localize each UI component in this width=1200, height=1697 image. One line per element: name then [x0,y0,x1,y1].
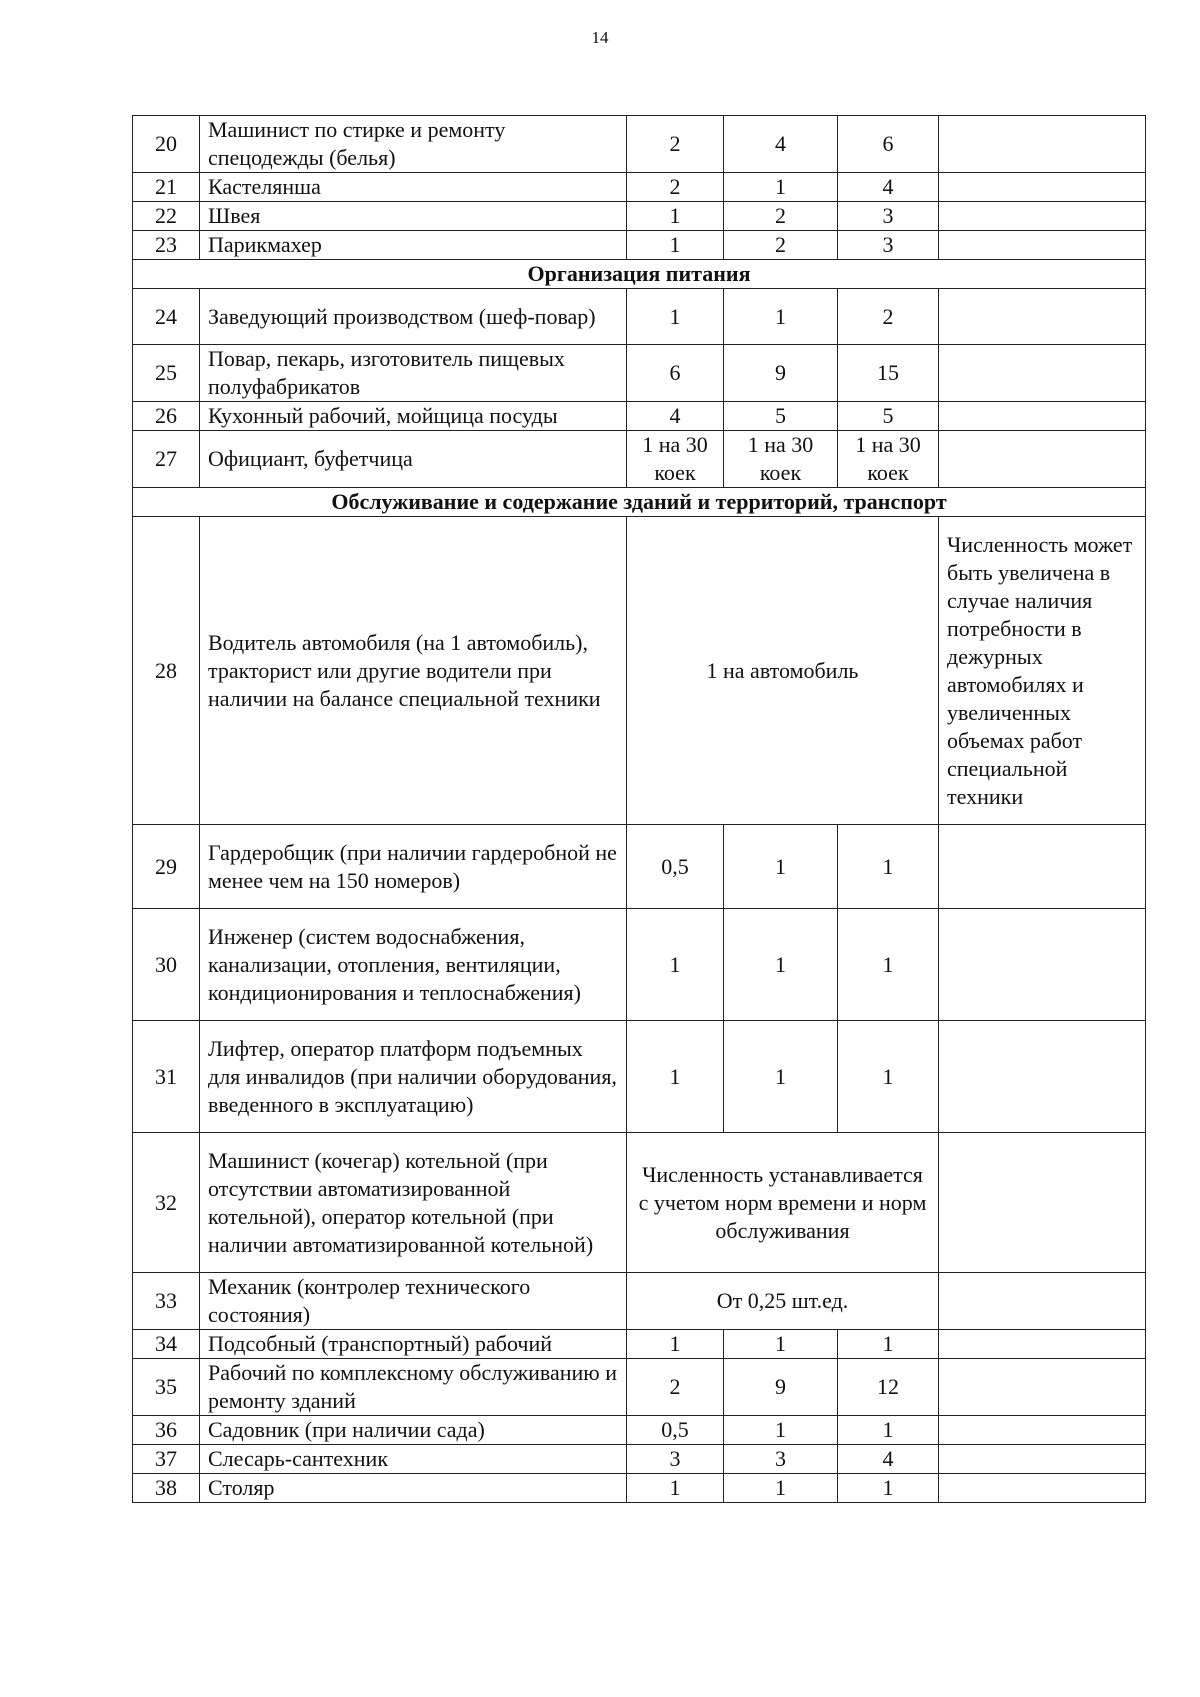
position-name: Повар, пекарь, изготовитель пищевых полуфабрикатов [200,345,627,402]
value-col-3: 1 [838,825,939,909]
value-col-1: 0,5 [627,825,724,909]
value-col-2: 1 на 30 коек [724,431,838,488]
table-row [133,909,1146,1021]
value-col-3: 6 [838,116,939,173]
value-col-2: 1 [724,909,838,1021]
value-col-1: 1 на 30 коек [627,431,724,488]
note-cell [939,116,1146,173]
position-name: Швея [200,202,627,231]
merged-value: От 0,25 шт.ед. [627,1273,939,1330]
note-cell [939,289,1146,345]
position-name: Механик (контролер технического состояния) [200,1273,627,1330]
row-number: 21 [133,173,200,202]
row-number: 27 [133,431,200,488]
value-col-3: 1 [838,1021,939,1133]
value-col-3: 3 [838,202,939,231]
row-number: 37 [133,1445,200,1474]
value-col-3: 4 [838,1445,939,1474]
table-row [133,517,1146,825]
position-name: Столяр [200,1474,627,1503]
merged-value: 1 на автомобиль [627,517,939,825]
note-cell [939,231,1146,260]
value-col-1: 2 [627,1359,724,1416]
value-col-1: 1 [627,289,724,345]
note-cell [939,345,1146,402]
position-name: Кухонный рабочий, мойщица посуды [200,402,627,431]
note-cell [939,402,1146,431]
value-col-2: 5 [724,402,838,431]
table-row [133,825,1146,909]
note-cell [939,431,1146,488]
value-col-1: 2 [627,116,724,173]
value-col-2: 2 [724,202,838,231]
value-col-2: 1 [724,289,838,345]
value-col-2: 9 [724,1359,838,1416]
note-cell [939,1445,1146,1474]
value-col-1: 3 [627,1445,724,1474]
position-name: Садовник (при наличии сада) [200,1416,627,1445]
value-col-3: 15 [838,345,939,402]
table-row [133,173,1146,202]
row-number: 22 [133,202,200,231]
row-number: 29 [133,825,200,909]
section-header-row [133,488,1146,517]
row-number: 36 [133,1416,200,1445]
value-col-1: 6 [627,345,724,402]
row-number: 33 [133,1273,200,1330]
value-col-2: 1 [724,1330,838,1359]
table-row [133,1021,1146,1133]
row-number: 32 [133,1133,200,1273]
table-row [133,231,1146,260]
value-col-3: 1 [838,1330,939,1359]
position-name: Инженер (систем водоснабжения, канализации, отопления, вентиляции, кондиционирования и теплоснабжения) [200,909,627,1021]
table-row [133,1359,1146,1416]
table-row [133,1330,1146,1359]
position-name: Машинист по стирке и ремонту спецодежды (белья) [200,116,627,173]
value-col-2: 9 [724,345,838,402]
value-col-2: 2 [724,231,838,260]
position-name: Машинист (кочегар) котельной (при отсутствии автоматизированной котельной), оператор котельной (при наличии автоматизированной котельной) [200,1133,627,1273]
note-cell [939,202,1146,231]
value-col-3: 1 [838,1474,939,1503]
note-cell [939,1416,1146,1445]
position-name: Гардеробщик (при наличии гардеробной не менее чем на 150 номеров) [200,825,627,909]
row-number: 20 [133,116,200,173]
row-number: 28 [133,517,200,825]
position-name: Кастелянша [200,173,627,202]
note-cell [939,1359,1146,1416]
note-cell [939,1021,1146,1133]
value-col-1: 0,5 [627,1416,724,1445]
note-cell [939,1273,1146,1330]
row-number: 34 [133,1330,200,1359]
value-col-1: 1 [627,909,724,1021]
value-col-2: 1 [724,1021,838,1133]
table-row [133,345,1146,402]
value-col-1: 1 [627,1474,724,1503]
value-col-1: 1 [627,1330,724,1359]
merged-value: Численность устанавливается с учетом норм времени и норм обслуживания [627,1133,939,1273]
table-row [133,431,1146,488]
table-row [133,116,1146,173]
table-row [133,1416,1146,1445]
page-number: 14 [591,28,609,47]
value-col-3: 4 [838,173,939,202]
section-title: Обслуживание и содержание зданий и территорий, транспорт [133,488,1146,517]
value-col-3: 2 [838,289,939,345]
value-col-2: 3 [724,1445,838,1474]
value-col-3: 1 [838,1416,939,1445]
value-col-1: 1 [627,1021,724,1133]
note-cell [939,909,1146,1021]
position-name: Водитель автомобиля (на 1 автомобиль), тракторист или другие водители при наличии на балансе специальной техники [200,517,627,825]
position-name: Заведующий производством (шеф-повар) [200,289,627,345]
row-number: 26 [133,402,200,431]
value-col-2: 1 [724,1474,838,1503]
position-name: Парикмахер [200,231,627,260]
value-col-2: 1 [724,1416,838,1445]
note-cell [939,1133,1146,1273]
table-row [133,202,1146,231]
value-col-2: 1 [724,825,838,909]
value-col-1: 1 [627,202,724,231]
table-row [133,1474,1146,1503]
value-col-2: 1 [724,173,838,202]
value-col-3: 12 [838,1359,939,1416]
value-col-3: 1 [838,909,939,1021]
value-col-1: 2 [627,173,724,202]
row-number: 35 [133,1359,200,1416]
position-name: Слесарь-сантехник [200,1445,627,1474]
section-title: Организация питания [133,260,1146,289]
staffing-table [132,115,1146,1503]
note-cell [939,173,1146,202]
row-number: 31 [133,1021,200,1133]
position-name: Рабочий по комплексному обслуживанию и ремонту зданий [200,1359,627,1416]
table-row [133,402,1146,431]
position-name: Официант, буфетчица [200,431,627,488]
value-col-3: 1 на 30 коек [838,431,939,488]
value-col-1: 1 [627,231,724,260]
row-number: 30 [133,909,200,1021]
row-number: 25 [133,345,200,402]
row-number: 24 [133,289,200,345]
value-col-3: 3 [838,231,939,260]
note-cell [939,825,1146,909]
position-name: Подсобный (транспортный) рабочий [200,1330,627,1359]
table-row [133,1273,1146,1330]
row-number: 38 [133,1474,200,1503]
value-col-1: 4 [627,402,724,431]
table-row [133,1133,1146,1273]
value-col-3: 5 [838,402,939,431]
note-cell: Численность может быть увеличена в случае наличия потребности в дежурных автомобилях и увеличенных объемах работ специальной техники [939,517,1146,825]
table-row [133,1445,1146,1474]
value-col-2: 4 [724,116,838,173]
position-name: Лифтер, оператор платформ подъемных для инвалидов (при наличии оборудования, введенного в эксплуатацию) [200,1021,627,1133]
note-cell [939,1474,1146,1503]
table-row [133,289,1146,345]
row-number: 23 [133,231,200,260]
section-header-row [133,260,1146,289]
note-cell [939,1330,1146,1359]
